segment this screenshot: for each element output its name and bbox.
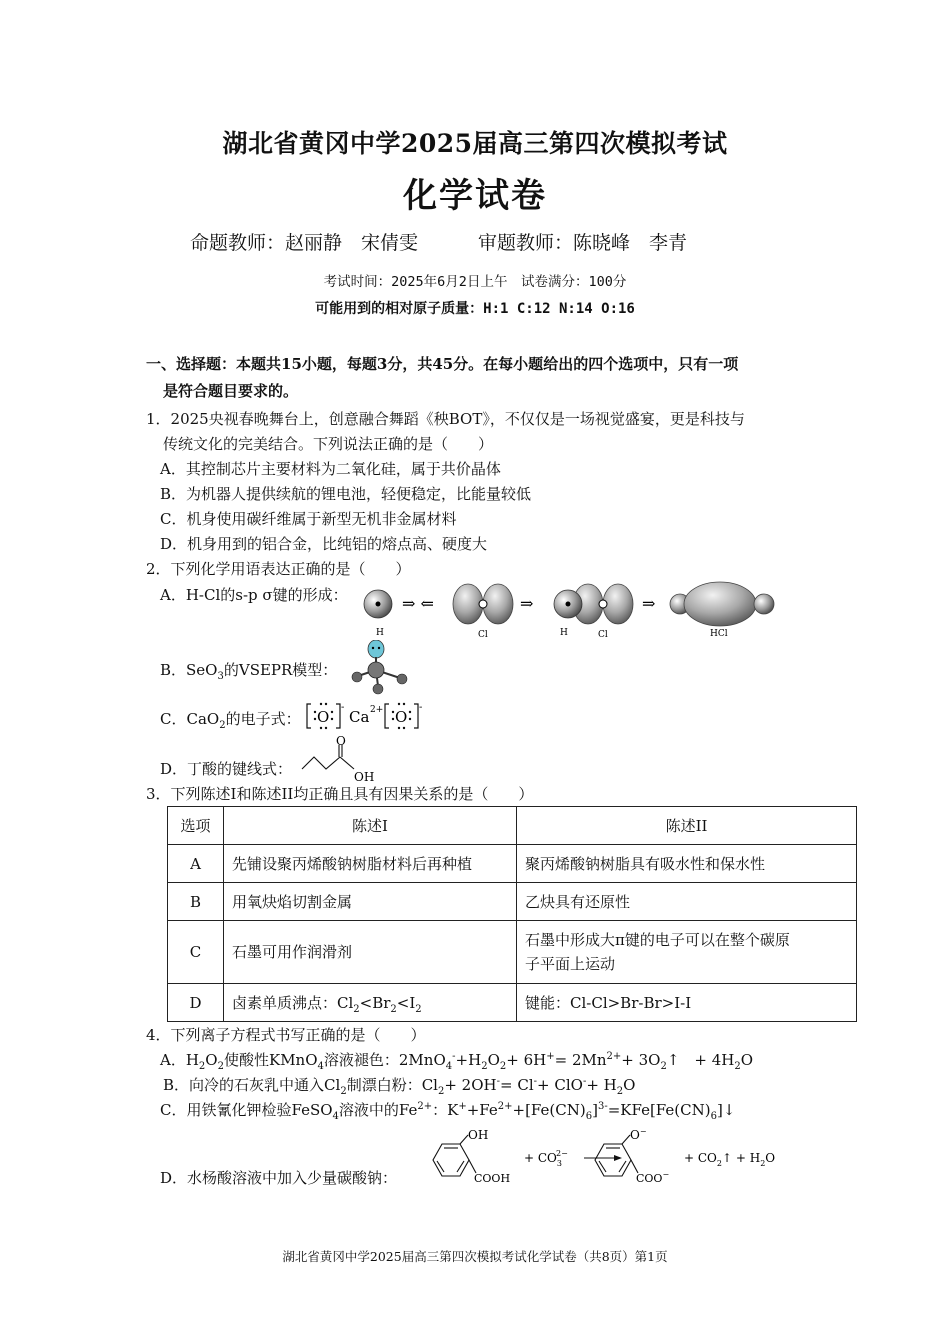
q1-option-c: C．机身使用碳纤维属于新型无机非金属材料 (160, 510, 457, 528)
table-row: D 卤素单质沸点：$Cl_2<Br_2<I_2$ 键能：Cl-Cl>Br-Br>I-I (168, 984, 857, 1022)
table-row: B 用氧炔焰切割金属 乙炔具有还原性 (168, 883, 857, 921)
carboxyl-label: COOH (474, 1172, 511, 1185)
q4-option-d: D．水杨酸溶液中加入少量碳酸钠： (160, 1169, 398, 1187)
table-header-row (168, 807, 857, 845)
salicylic-reaction-figure (418, 1126, 778, 1194)
label-cl-1: Cl (478, 630, 488, 640)
calcium: Ca (349, 708, 370, 726)
h-s-orbital (364, 590, 392, 618)
oxygen-2: O (395, 708, 408, 726)
hcl-sigma-orbital (670, 582, 774, 626)
salicylate-ring (595, 1144, 631, 1176)
teachers-line (190, 228, 687, 255)
q1-option-d: D．机身用到的铝合金，比纯铝的熔点高、硬度大 (160, 535, 488, 553)
oxygen-1: O (317, 708, 330, 726)
reviewer-teachers: 审题教师：陈晓峰 李青 (478, 232, 688, 254)
sigma-bond-figure (360, 575, 780, 643)
hydroxyl-label: OH (468, 1128, 489, 1142)
q2-option-a: A．H-Cl的s-p σ键的形成： (160, 586, 348, 604)
q4-stem: 4．下列离子方程式书写正确的是（ ） (146, 1026, 426, 1044)
exam-info: 考试时间：2025年6月2日上午 试卷满分：100分 (323, 274, 627, 290)
arrow-icon: ⇒ (520, 594, 534, 613)
cl-p-orbital (453, 584, 513, 624)
carbonyl-oxygen: O (336, 734, 346, 748)
header-statement-2: 陈述II (517, 807, 857, 845)
electron-formula-figure (303, 700, 428, 734)
section-heading-line1: 一、选择题：本题共15小题，每题3分，共45分。在每小题给出的四个选项中，只有一项 (146, 355, 739, 373)
header-statement-1: 陈述I (224, 807, 517, 845)
table-row: C 石墨可用作润滑剂 石墨中形成大π键的电子可以在整个碳原 子平面上运动 (168, 921, 857, 984)
arrow-icon: ⇒ ⇐ (402, 594, 434, 613)
section-heading-line2: 是符合题目要求的。 (163, 382, 299, 400)
q1-stem-line1: 1．2025央视春晚舞台上，创意融合舞蹈《秧BOT》，不仅仅是一场视觉盛宴，更是科技与 (146, 410, 745, 428)
q2-stem: 2．下列化学用语表达正确的是（ ） (146, 560, 411, 578)
school-title: 湖北省黄冈中学2025届高三第四次模拟考试 (222, 129, 728, 158)
q3-stem: 3．下列陈述I和陈述II均正确且具有因果关系的是（ ） (146, 785, 534, 803)
q1-stem-line2: 传统文化的完美结合。下列说法正确的是（ ） (163, 435, 494, 453)
label-h-2: H (560, 628, 568, 638)
phenoxide-label: O− (630, 1127, 647, 1142)
reaction-arrow (584, 1155, 622, 1161)
lone-pair-lobe (368, 640, 384, 658)
q4-option-b: B．向冷的石灰乳中通入$Cl_2$制漂白粉：$Cl_2+ 2OH^-= Cl^-+ ClO^-+ H_2O$ (163, 1076, 636, 1097)
subject-title: 化学试卷 (403, 176, 547, 216)
q2-option-b: B．SeO$_3$的VSEPR模型： (160, 661, 338, 682)
atomic-masses: 可能用到的相对原子质量：H:1 C:12 N:14 O:16 (315, 301, 635, 317)
vsepr-model-figure (345, 640, 415, 702)
arrow-icon: ⇒ (642, 594, 656, 613)
butanoic-acid-skeletal (298, 733, 388, 783)
carboxylate-label: COO− (636, 1170, 670, 1185)
q4-option-c: C．用铁氰化钾检验FeSO$_4$溶液中的$Fe^{2+}$：$K^++Fe^{2+}+[Fe(CN)_6]^{3-}=KFe[Fe(CN)_6]↓$ (160, 1101, 736, 1122)
q2-option-c: C．CaO$_2$的电子式： (160, 710, 301, 731)
header-option: 选项 (168, 807, 224, 845)
svg-text:-: - (341, 702, 345, 713)
calcium-charge: 2+ (370, 705, 384, 715)
central-atom (368, 662, 384, 678)
setter-teachers: 命题教师：赵丽静 宋倩雯 (190, 232, 419, 254)
products-label: + $CO_2↑ + H_2O$ (684, 1151, 776, 1168)
hydroxyl-label: OH (354, 770, 375, 783)
label-hcl: HCl (710, 629, 728, 639)
q1-option-b: B．为机器人提供续航的锂电池，轻便稳定，比能量较低 (160, 485, 532, 503)
table-row: A 先铺设聚丙烯酸钠树脂材料后再种植 聚丙烯酸钠树脂具有吸水性和保水性 (168, 845, 857, 883)
q1-option-a: A．其控制芯片主要材料为二氧化硅，属于共价晶体 (160, 460, 501, 478)
carbonate-label: + $CO_32-$ (524, 1149, 568, 1168)
anion-charge: - (419, 702, 423, 713)
label-h-1: H (376, 628, 384, 638)
overlap-orbitals (554, 584, 633, 624)
page-footer: 湖北省黄冈中学2025届高三第四次模拟考试化学试卷（共8页）第1页 (282, 1249, 668, 1264)
q3-table (167, 806, 857, 1022)
label-cl-2: Cl (598, 630, 608, 640)
q4-option-a: A．$H_2O_2$使酸性KMnO$_4$溶液褪色：$2MnO_4^-+H_2O_2+ 6H^+= 2Mn^{2+}+$ $3O_2↑$ + $4H_2O$ (160, 1051, 754, 1072)
q2-option-d: D．丁酸的键线式： (160, 760, 293, 778)
